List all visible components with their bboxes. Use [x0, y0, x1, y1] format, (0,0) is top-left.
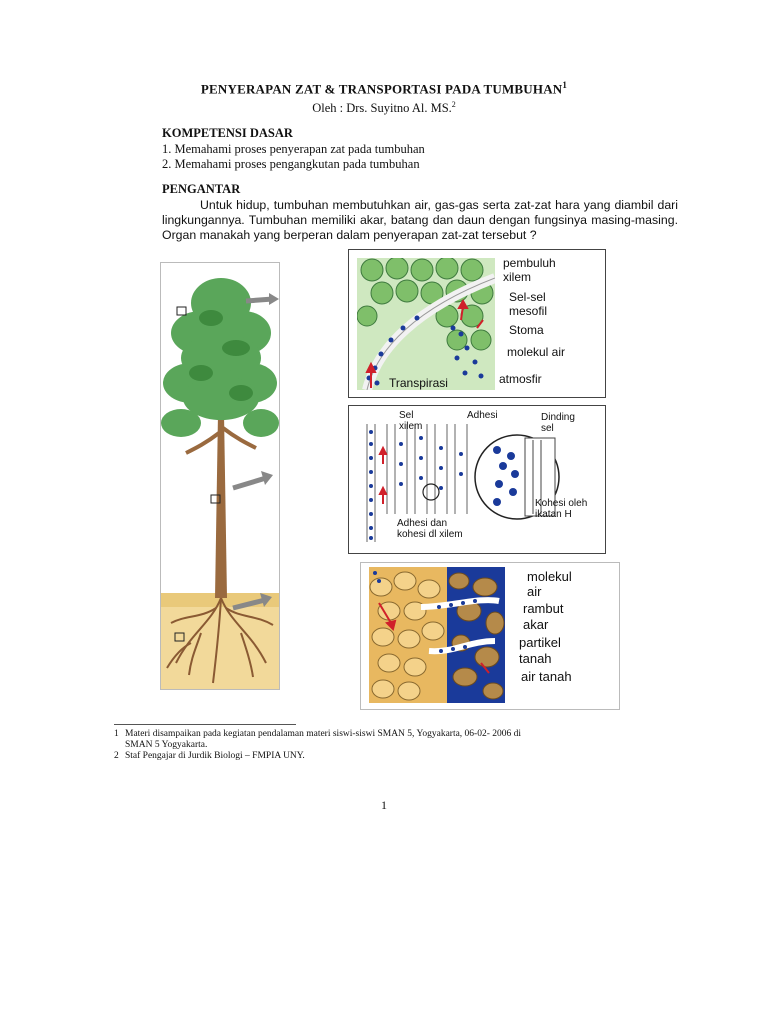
footnote-2-number: 2	[114, 751, 119, 761]
label-adhesi-dan: Adhesi dan	[397, 518, 448, 529]
page-number: 1	[381, 798, 387, 812]
label-sel-dinding: sel	[541, 423, 554, 434]
label-partikel: partikel	[519, 635, 561, 650]
tree-figure	[160, 262, 280, 690]
footnote-1-line-1: Materi disampaikan pada kegiatan pendalaman materi siswi-siswi SMAN 5, Yogyakarta, 06-02- 2006 di	[125, 729, 522, 739]
label-xilem: xilem	[503, 270, 532, 284]
label-sel-sel: Sel-sel	[509, 290, 546, 304]
label-pembuluh: pembuluh	[503, 256, 556, 270]
root-panel	[360, 562, 620, 710]
label-molekul: molekul	[527, 569, 572, 584]
label-akar: akar	[523, 617, 549, 632]
label-dinding: Dinding	[541, 412, 575, 423]
footnote-1-line-2: SMAN 5 Yogyakarta.	[125, 740, 208, 750]
tree-illustration	[161, 263, 279, 689]
author-footnote-marker: 2	[451, 100, 456, 109]
label-air: air	[527, 584, 542, 599]
label-kohesi-dl-xilem: kohesi dl xilem	[397, 529, 463, 540]
leaf-panel	[348, 249, 606, 398]
label-mesofil: mesofil	[509, 304, 548, 318]
label-ikatan-h: ikatan H	[535, 509, 572, 520]
footnote-2-text: Staf Pengajar di Jurdik Biologi – FMPIA UNY.	[125, 751, 305, 761]
label-atmosfir: atmosfir	[499, 372, 542, 386]
label-sel: Sel	[399, 410, 414, 421]
label-tanah: tanah	[519, 651, 552, 666]
leaf-cross-section-image	[357, 258, 495, 390]
document-title: PENYERAPAN ZAT & TRANSPORTASI PADA TUMBUHAN$^1$	[200, 80, 568, 97]
label-kohesi-oleh: Kohesi oleh	[535, 498, 588, 509]
label-rambut: rambut	[523, 601, 564, 616]
label-molekul-air: molekul air	[507, 345, 566, 359]
label-transpirasi: Transpirasi	[389, 376, 448, 390]
author-line: Oleh : Drs. Suyitno Al. MS.$^2$	[312, 100, 456, 116]
label-stoma: Stoma	[509, 323, 544, 337]
title-footnote-marker: 1	[562, 80, 568, 90]
root-hair-image	[369, 567, 505, 703]
stem-panel	[348, 405, 606, 554]
kompetensi-item-2: 2. Memahami proses pengangkutan pada tumbuhan	[162, 157, 420, 171]
footnote-separator	[114, 724, 296, 725]
label-air-tanah: air tanah	[521, 669, 572, 684]
label-xilem-stem: xilem	[399, 421, 423, 432]
pengantar-paragraph: Untuk hidup, tumbuhan membutuhkan air, gas-gas serta zat-zat hara yang diambil dari lingkungannya. Tumbuhan memiliki akar, batang dan daun dengan fungsinya masing-masing. Organ manakah yang berperan dalam penyerapan zat-zat tersebut ?	[162, 198, 678, 243]
label-adhesi: Adhesi	[467, 410, 498, 421]
pengantar-heading: PENGANTAR	[162, 182, 241, 196]
kompetensi-heading: KOMPETENSI DASAR	[162, 126, 293, 140]
kompetensi-item-1: 1. Memahami proses penyerapan zat pada tumbuhan	[162, 142, 425, 156]
footnote-1-number: 1	[114, 729, 119, 739]
